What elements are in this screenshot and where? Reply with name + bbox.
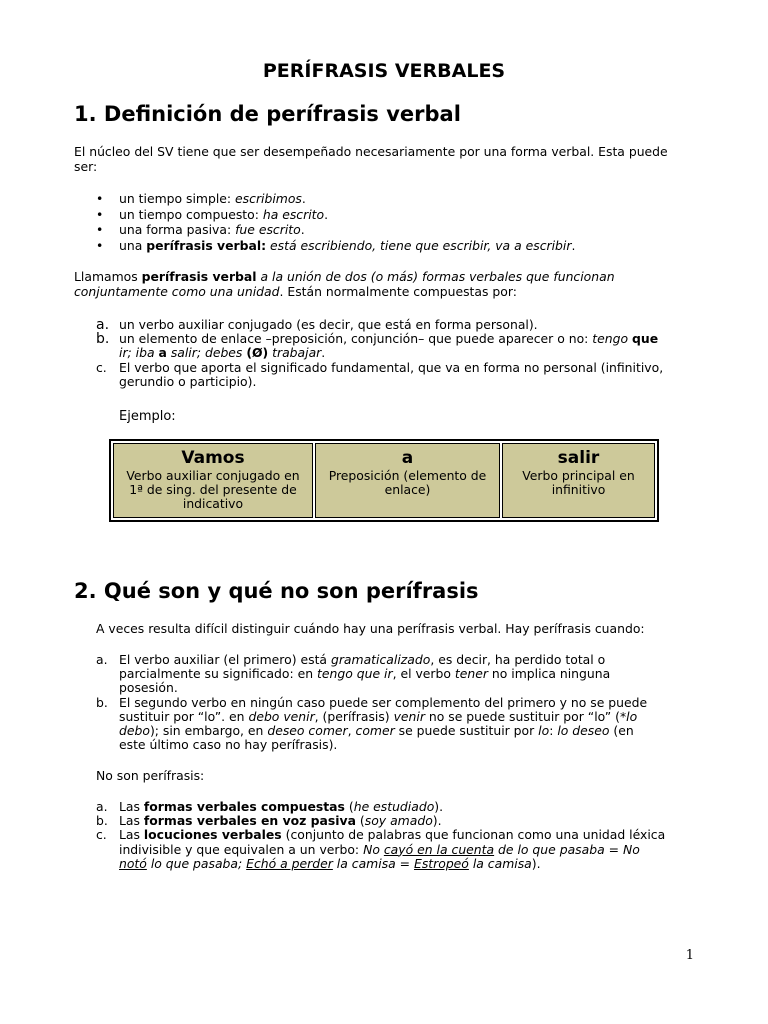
example-cell: [113, 443, 313, 518]
example-word: salir: [557, 448, 600, 468]
intro-line: El núcleo del SV tiene que ser desempeñado necesariamente por una forma verbal. Esta puede: [74, 144, 668, 159]
example-cell: [315, 443, 500, 518]
example-cell: [502, 443, 655, 518]
example-description: Verbo principal en infinitivo: [522, 468, 635, 497]
list-item: a. un verbo auxiliar conjugado (es decir, que está en forma personal).: [96, 317, 538, 333]
list-item: • una forma pasiva: fue escrito.: [96, 222, 575, 238]
example-description: Preposición (elemento de enlace): [328, 468, 487, 497]
intro-line: ser:: [74, 159, 98, 174]
example-table: [109, 439, 659, 522]
document-title: PERÍFRASIS VERBALES: [262, 60, 506, 82]
definition-paragraph: Llamamos perífrasis verbal a la unión de dos (o más) formas verbales que funcionan conjuntamente como una unidad. Están normalmente compuestas por:: [74, 269, 615, 299]
section-2-intro: A veces resulta difícil distinguir cuándo hay una perífrasis verbal. Hay perífrasis cuando:: [96, 621, 645, 636]
example-word: a: [401, 448, 414, 468]
example-label: Ejemplo:: [119, 409, 176, 424]
section-2-heading: 2. Qué son y qué no son perífrasis: [74, 579, 479, 603]
verb-forms-list: [96, 191, 575, 253]
list-item: b. El segundo verbo en ningún caso puede ser complemento del primero y no se puede sustituir por “lo”. en debo venir, (perífrasis) venir no se puede sustituir por “lo” (*lo debo); sin embargo, en deseo comer, comer se puede sustituir por lo: lo deseo (en este último caso no hay perífrasis).: [96, 694, 648, 753]
list-item: • un tiempo simple: escribimos.: [96, 191, 575, 207]
non-periphrasis-list: [96, 800, 665, 871]
list-item: c. El verbo que aporta el significado fundamental, que va en forma no personal (infinitivo, gerundio o participio).: [96, 359, 664, 389]
list-item: b. un elemento de enlace –preposición, conjunción– que puede aparecer o no: tengo que ir; iba a salir; debes (Ø) trabajar.: [96, 331, 659, 361]
section-1-heading: 1. Definición de perífrasis verbal: [74, 102, 461, 126]
section-1-intro: [74, 144, 668, 174]
list-item: • un tiempo compuesto: ha escrito.: [96, 207, 575, 223]
periphrasis-criteria-list: [96, 653, 647, 752]
example-word: Vamos: [181, 448, 245, 468]
no-son-label: No son perífrasis:: [96, 768, 205, 783]
list-item: a. El verbo auxiliar (el primero) está gramaticalizado, es decir, ha perdido total o parcialmente su significado: en tengo que ir, el verbo tener no implica ninguna posesión.: [96, 652, 611, 696]
list-item: a. Las formas verbales compuestas (he estudiado).: [96, 799, 444, 814]
example-description: Verbo auxiliar conjugado en 1ª de sing. del presente de indicativo: [126, 468, 300, 511]
list-item: c. Las locuciones verbales (conjunto de palabras que funcionan como una unidad léxica indivisible y que equivalen a un verbo: No cayó en la cuenta de lo que pasaba = No notó lo que pasaba; Echó a perder la camisa = Estropeó la camisa).: [96, 827, 666, 871]
periphrasis-parts-list: [96, 318, 663, 389]
list-item: • una perífrasis verbal: está escribiendo, tiene que escribir, va a escribir.: [96, 238, 575, 254]
page-number: 1: [685, 948, 694, 963]
list-item: b. Las formas verbales en voz pasiva (soy amado).: [96, 813, 442, 829]
